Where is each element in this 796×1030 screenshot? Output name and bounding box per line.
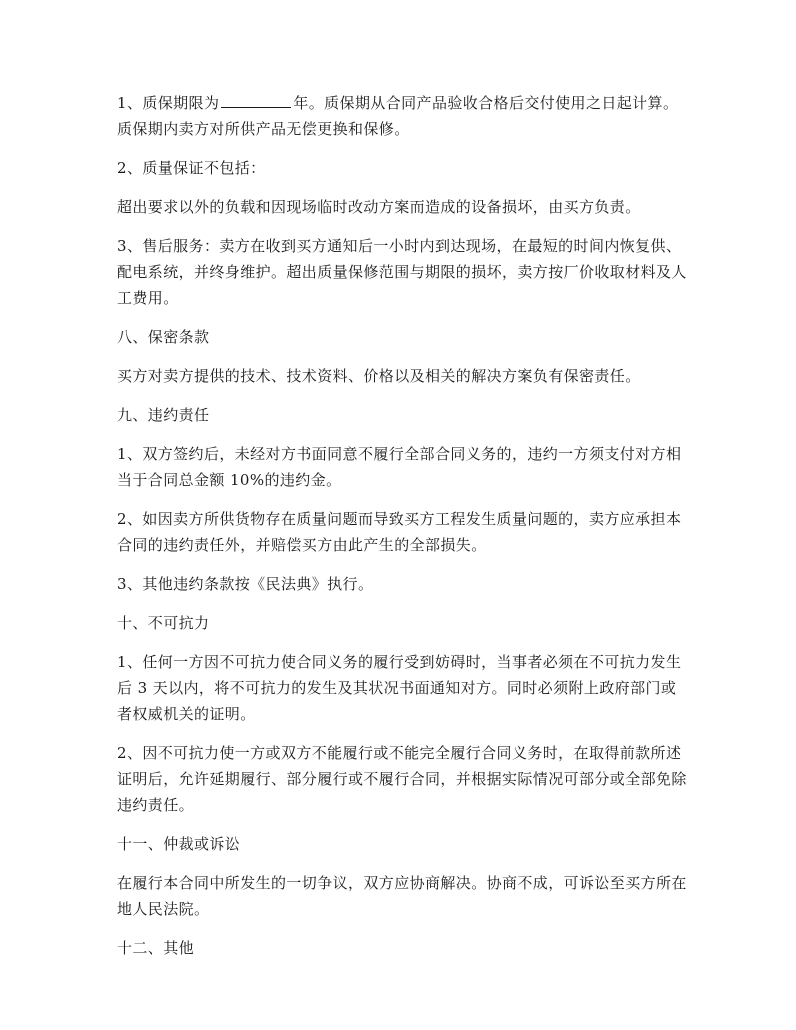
- confidentiality-paragraph: 买方对卖方提供的技术、技术资料、价格以及相关的解决方案负有保密责任。: [117, 367, 641, 385]
- warranty-period-text: 年。质保期从合同产品验收合格后交付使用之日起计算。质保期内卖方对所供产品无偿更换和保修。: [117, 94, 679, 138]
- warranty-period-lead: 1、质保期限为: [117, 94, 220, 112]
- force-majeure-clause-2: 2、因不可抗力使一方或双方不能履行或不能完全履行合同义务时，在取得前款所述证明后，允许延期履行、部分履行或不履行合同，并根据实际情况可部分或全部免除违约责任。: [117, 744, 687, 814]
- section-confidentiality-heading: 八、保密条款: [117, 328, 210, 346]
- force-majeure-clause-1: 1、任何一方因不可抗力使合同义务的履行受到妨碍时，当事者必须在不可抗力发生后 3 天以内，将不可抗力的发生及其状况书面通知对方。同时必须附上政府部门或者权威机关的证明。: [117, 653, 682, 723]
- after-sales-paragraph: 3、售后服务：卖方在收到买方通知后一小时内到达现场，在最短的时间内恢复供、配电系统，并终身维护。超出质量保修范围与期限的损坏，卖方按厂价收取材料及人工费用。: [117, 237, 687, 307]
- section-force-majeure-heading: 十、不可抗力: [117, 614, 210, 632]
- section-other-heading: 十二、其他: [117, 939, 195, 957]
- breach-clause-3: 3、其他违约条款按《民法典》执行。: [117, 575, 374, 593]
- breach-clause-1: 1、双方签约后，未经对方书面同意不履行全部合同义务的，违约一方须支付对方相当于合同总金额 10%的违约金。: [117, 445, 682, 489]
- document-page: [117, 90, 687, 974]
- arbitration-paragraph: 在履行本合同中所发生的一切争议，双方应协商解决。协商不成，可诉讼至买方所在地人民法院。: [117, 874, 687, 918]
- section-arbitration-heading: 十一、仲裁或诉讼: [117, 835, 241, 853]
- warranty-period-paragraph: [117, 90, 687, 142]
- breach-clause-2: 2、如因卖方所供货物存在质量问题而导致买方工程发生质量问题的，卖方应承担本合同的违约责任外，并赔偿买方由此产生的全部损失。: [117, 510, 682, 554]
- section-breach-heading: 九、违约责任: [117, 406, 210, 424]
- warranty-years-blank[interactable]: [221, 92, 291, 108]
- quality-exclusion-heading: 2、质量保证不包括：: [117, 159, 266, 177]
- quality-exclusion-paragraph: 超出要求以外的负载和因现场临时改动方案而造成的设备损坏，由买方负责。: [117, 198, 641, 216]
